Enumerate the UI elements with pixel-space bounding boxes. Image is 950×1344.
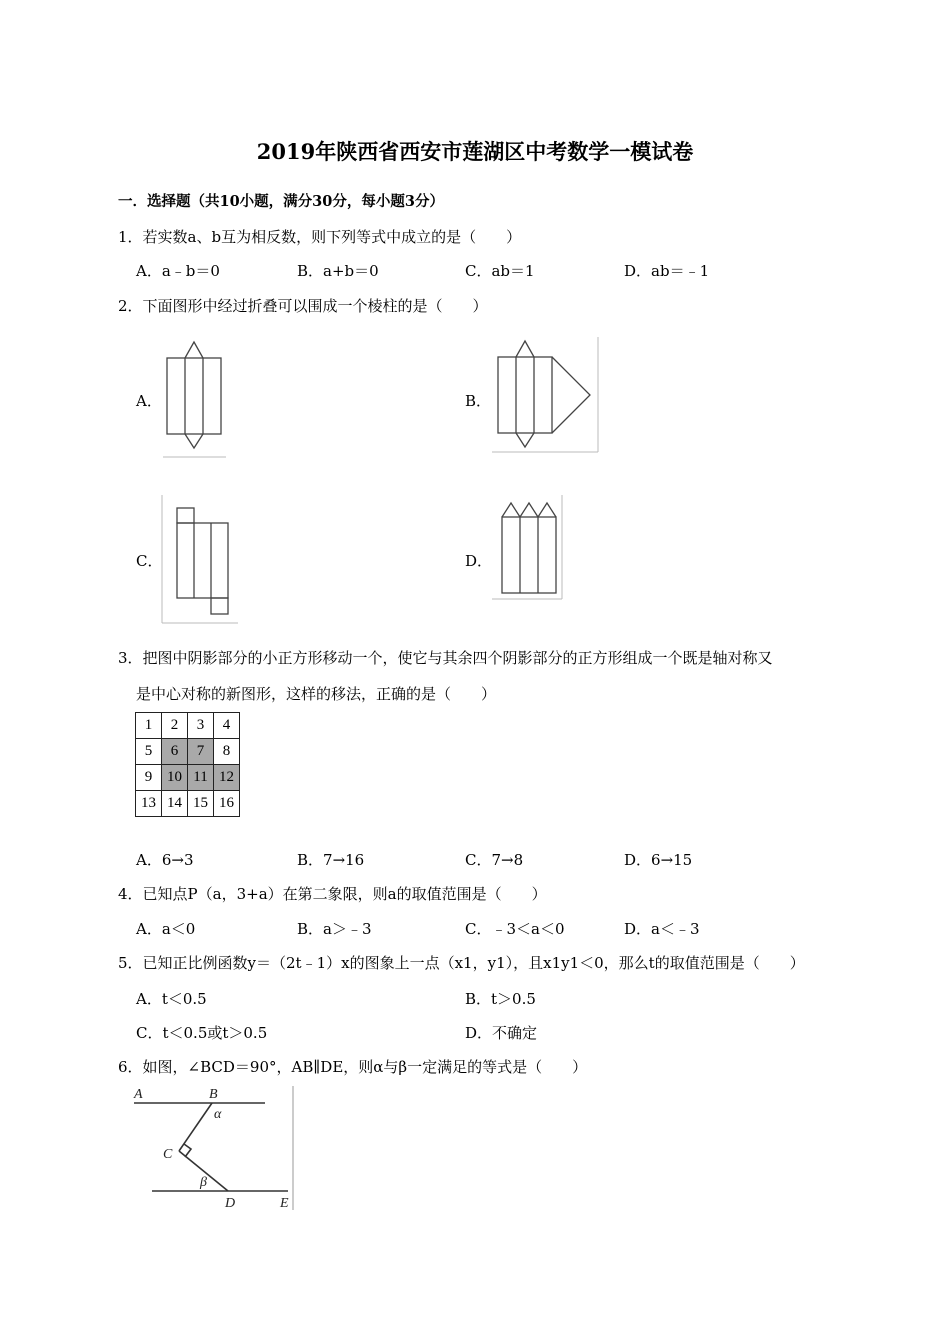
question-4-stem: 4．已知点P（a，3+a）在第二象限，则a的取值范围是（ ） xyxy=(118,885,547,903)
q1-option-d[interactable]: D．ab＝﹣1 xyxy=(624,262,710,280)
question-6-stem: 6．如图，∠BCD＝90°，AB∥DE，则α与β一定满足的等式是（ ） xyxy=(118,1058,588,1076)
question-1-stem: 1．若实数a、b互为相反数，则下列等式中成立的是（ ） xyxy=(118,228,522,246)
question-2-stem: 2．下面图形中经过折叠可以围成一个棱柱的是（ ） xyxy=(118,297,488,315)
grid-cell: 2 xyxy=(162,713,188,739)
q3-option-b[interactable]: B．7→16 xyxy=(297,851,365,869)
q2-option-a[interactable]: A． xyxy=(136,392,162,410)
point-label-b: B xyxy=(209,1087,218,1102)
grid-cell: 3 xyxy=(188,713,214,739)
angle-figure xyxy=(130,1082,300,1214)
q5-option-b[interactable]: B．t＞0.5 xyxy=(465,990,536,1008)
q3-option-a[interactable]: A．6→3 xyxy=(136,851,194,869)
question-3-stem-line1: 3．把图中阴影部分的小正方形移动一个，使它与其余四个阴影部分的正方形组成一个既是轴对称又 xyxy=(118,649,773,667)
angle-label-beta: β xyxy=(200,1175,207,1190)
grid-cell: 4 xyxy=(214,713,240,739)
grid-cell: 1 xyxy=(136,713,162,739)
grid-cell: 14 xyxy=(162,791,188,817)
question-5-stem: 5．已知正比例函数y＝（2t﹣1）x的图象上一点（x1，y1），且x1y1＜0，那么t的取值范围是（ ） xyxy=(118,954,805,972)
point-label-d: D xyxy=(225,1196,236,1211)
net-figure-a xyxy=(160,338,230,460)
section-heading: 一．选择题（共10小题，满分30分，每小题3分） xyxy=(118,193,444,210)
grid-cell-shaded: 10 xyxy=(162,765,188,791)
q1-option-c[interactable]: C．ab＝1 xyxy=(465,262,535,280)
page-title: 2019年陕西省西安市莲湖区中考数学一模试卷 xyxy=(256,139,694,164)
net-figure-d xyxy=(490,495,566,603)
grid-cell-shaded: 11 xyxy=(188,765,214,791)
q4-option-d[interactable]: D．a＜﹣3 xyxy=(624,920,700,938)
q4-option-b[interactable]: B．a＞﹣3 xyxy=(297,920,372,938)
q5-option-c[interactable]: C．t＜0.5或t＞0.5 xyxy=(136,1024,268,1042)
grid-cell: 13 xyxy=(136,791,162,817)
grid-cell: 8 xyxy=(214,739,240,765)
grid-cell-shaded: 12 xyxy=(214,765,240,791)
grid-cell: 9 xyxy=(136,765,162,791)
grid-cell: 15 xyxy=(188,791,214,817)
grid-cell: 16 xyxy=(214,791,240,817)
point-label-c: C xyxy=(163,1147,173,1162)
grid-cell-shaded: 7 xyxy=(188,739,214,765)
angle-label-alpha: α xyxy=(214,1107,222,1122)
q3-option-c[interactable]: C．7→8 xyxy=(465,851,524,869)
q2-option-d[interactable]: D． xyxy=(465,552,493,570)
grid-cell: 5 xyxy=(136,739,162,765)
q4-option-a[interactable]: A．a＜0 xyxy=(136,920,196,938)
question-3-stem-line2: 是中心对称的新图形，这样的移法，正确的是（ ） xyxy=(136,685,497,703)
q1-option-a[interactable]: A．a﹣b＝0 xyxy=(136,262,220,280)
q2-option-c[interactable]: C． xyxy=(136,552,163,570)
q1-option-b[interactable]: B．a+b＝0 xyxy=(297,262,379,280)
q5-option-d[interactable]: D．不确定 xyxy=(465,1024,538,1042)
point-label-a: A xyxy=(134,1087,143,1102)
net-figure-b xyxy=(490,337,602,455)
grid-cell-shaded: 6 xyxy=(162,739,188,765)
q5-option-a[interactable]: A．t＜0.5 xyxy=(136,990,207,1008)
q4-option-c[interactable]: C．﹣3＜a＜0 xyxy=(465,920,565,938)
point-label-e: E xyxy=(280,1196,289,1211)
q2-option-b[interactable]: B． xyxy=(465,392,492,410)
q3-option-d[interactable]: D．6→15 xyxy=(624,851,693,869)
number-grid xyxy=(135,712,240,817)
net-figure-c xyxy=(160,495,242,627)
